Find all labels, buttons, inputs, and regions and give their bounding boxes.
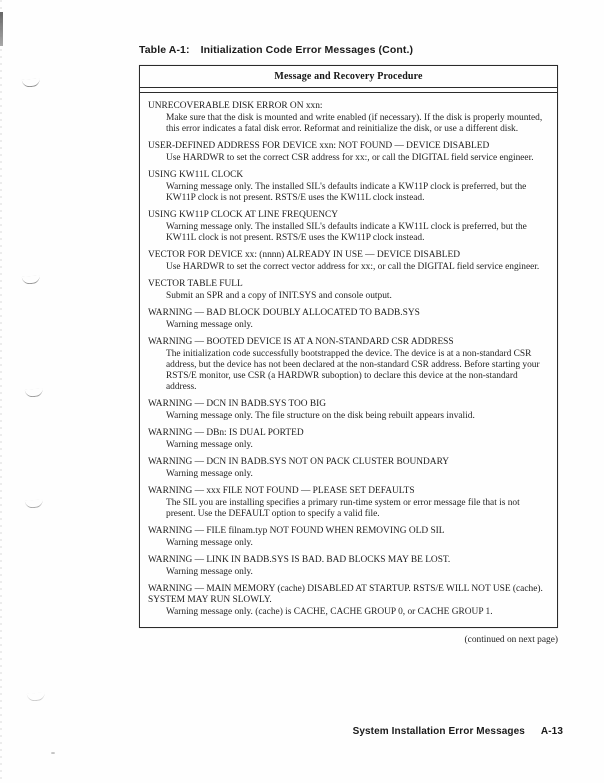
error-message-text: WARNING — DBn: IS DUAL PORTED: [148, 428, 304, 438]
error-message-text: WARNING — xxx FILE NOT FOUND — PLEASE SET DEFAULTS: [148, 486, 415, 496]
error-message-text: WARNING — BOOTED DEVICE IS AT A NON-STANDARD CSR ADDRESS: [148, 337, 454, 347]
error-message-text: USER-DEFINED ADDRESS FOR DEVICE xxn: NOT FOUND — DEVICE DISABLED: [148, 141, 490, 151]
recovery-procedure-text: Make sure that the disk is mounted and write enabled (if necessary). If the disk is properly mounted, this error indicates a fatal disk error. Reformat and reinitialize the disk, or use a different disk.: [166, 113, 543, 134]
table-row: [148, 308, 550, 331]
table-row: [148, 486, 550, 520]
error-message-text: WARNING — MAIN MEMORY (cache) DISABLED AT STARTUP. RSTS/E WILL NOT USE (cache). SYSTEM MAY RUN SLOWLY.: [148, 584, 543, 605]
error-message-text: WARNING — BAD BLOCK DOUBLY ALLOCATED TO BADB.SYS: [148, 308, 420, 318]
error-message-text: USING KW11L CLOCK: [148, 170, 244, 180]
recovery-procedure-text: Warning message only.: [166, 469, 253, 479]
table-column-header: Message and Recovery Procedure: [140, 66, 557, 88]
table-caption-title: Initialization Code Error Messages (Cont.): [200, 44, 414, 56]
recovery-procedure-text: The initialization code successfully bootstrapped the device. The device is at a non-standard CSR address, but the device has not been declared at the non-standard CSR address. Before starting your RSTS/E monitor, use CSR (a HARDWR suboption) to declare this device at the non-standard address.: [166, 349, 540, 392]
table-row: [148, 141, 550, 164]
recovery-procedure-text: The SIL you are installing specifies a primary run-time system or error message file that is not present. Use the DEFAULT option to specify a valid file.: [166, 498, 520, 519]
error-message-text: WARNING — LINK IN BADB.SYS IS BAD. BAD BLOCKS MAY BE LOST.: [148, 555, 451, 565]
table-row: [148, 170, 550, 204]
page-footer: [139, 726, 563, 737]
recovery-procedure-text: Use HARDWR to set the correct CSR address for xx:, or call the DIGITAL field service engineer.: [166, 153, 534, 163]
table-row: [148, 250, 550, 273]
error-message-text: VECTOR TABLE FULL: [148, 279, 243, 289]
table-caption-label: Table A-1:: [139, 44, 190, 56]
table-row: [148, 584, 550, 618]
continued-note: (continued on next page): [464, 635, 558, 645]
table-row: [148, 526, 550, 549]
footer-page-number: A-13: [540, 726, 563, 737]
error-message-text: VECTOR FOR DEVICE xx: (nnnn) ALREADY IN USE — DEVICE DISABLED: [148, 250, 460, 260]
table-row: [148, 337, 550, 393]
margin-mark-artifact: [25, 499, 44, 509]
recovery-procedure-text: Warning message only. The installed SIL's defaults indicate a KW11L clock is preferred, but the KW11L clock is not present. RSTS/E uses the KW11P clock instead.: [166, 222, 527, 243]
table-row: [148, 101, 550, 135]
table-row: [148, 555, 550, 578]
margin-mark-artifact: [22, 78, 41, 88]
table-row: [148, 428, 550, 451]
page-content: [139, 44, 558, 645]
recovery-procedure-text: Warning message only. (cache) is CACHE, CACHE GROUP 0, or CACHE GROUP 1.: [166, 607, 493, 617]
recovery-procedure-text: Warning message only. The installed SIL's defaults indicate a KW11P clock is preferred, but the KW11P clock is not present. RSTS/E uses the KW11L clock instead.: [166, 182, 527, 203]
error-message-text: UNRECOVERABLE DISK ERROR ON xxn:: [148, 101, 323, 111]
table-body: [140, 93, 557, 627]
page-edge-artifact: [0, 0, 2, 783]
recovery-procedure-text: Warning message only. The file structure on the disk being rebuilt appears invalid.: [166, 411, 475, 421]
recovery-procedure-text: Warning message only.: [166, 320, 253, 330]
margin-mark-artifact: [27, 692, 46, 702]
recovery-procedure-text: Warning message only.: [166, 538, 253, 548]
table-caption: [139, 44, 558, 56]
table-row: [148, 210, 550, 244]
error-message-table: [139, 65, 558, 628]
table-row: [148, 457, 550, 480]
scan-streak-artifact: [0, 12, 3, 46]
table-row: [148, 399, 550, 422]
recovery-procedure-text: Warning message only.: [166, 567, 253, 577]
recovery-procedure-text: Warning message only.: [166, 440, 253, 450]
footer-section-title: System Installation Error Messages: [352, 726, 525, 737]
error-message-text: WARNING — DCN IN BADB.SYS NOT ON PACK CLUSTER BOUNDARY: [148, 457, 450, 467]
error-message-text: WARNING — FILE filnam.typ NOT FOUND WHEN REMOVING OLD SIL: [148, 526, 445, 536]
recovery-procedure-text: Submit an SPR and a copy of INIT.SYS and console output.: [166, 291, 392, 301]
error-message-text: WARNING — DCN IN BADB.SYS TOO BIG: [148, 399, 327, 409]
recovery-procedure-text: Use HARDWR to set the correct vector address for xx:, or call the DIGITAL field service engineer.: [166, 262, 540, 272]
margin-mark-artifact: [25, 388, 44, 398]
speck-artifact: [51, 752, 55, 754]
margin-mark-artifact: [22, 275, 41, 285]
table-row: [148, 279, 550, 302]
error-message-text: USING KW11P CLOCK AT LINE FREQUENCY: [148, 210, 339, 220]
